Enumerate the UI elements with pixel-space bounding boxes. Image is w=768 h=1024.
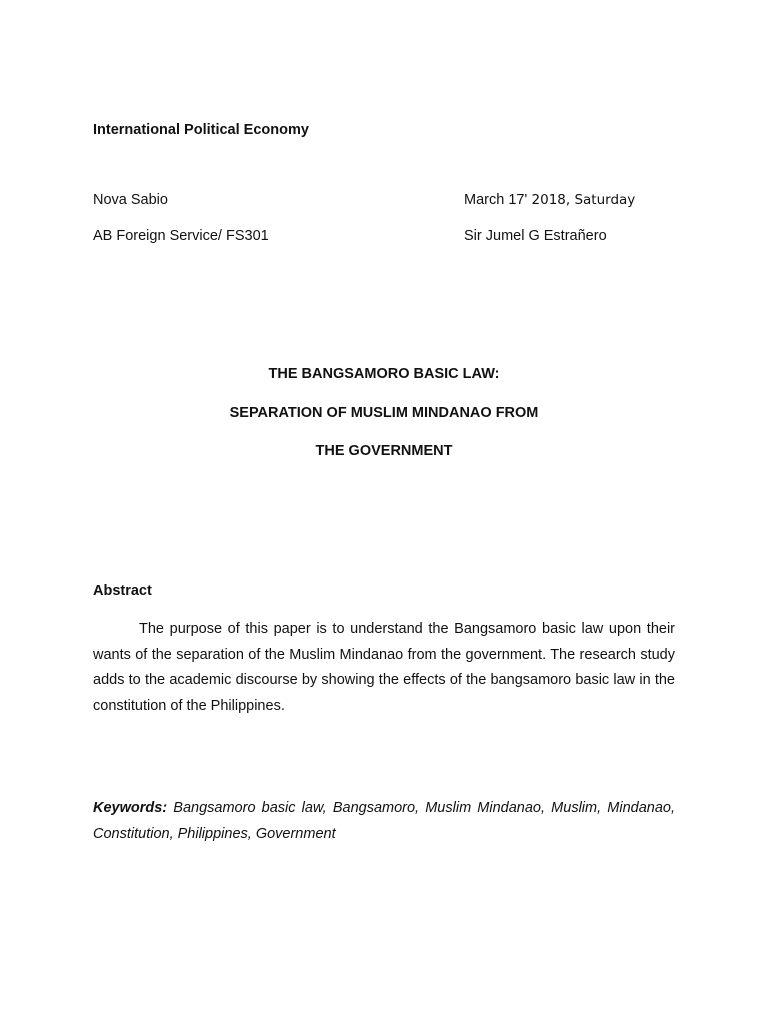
student-name: Nova Sabio xyxy=(93,192,168,208)
abstract-heading: Abstract xyxy=(93,583,152,599)
instructor-name: Sir Jumel G Estrañero xyxy=(464,228,607,244)
abstract-body: The purpose of this paper is to understand the Bangsamoro basic law upon their wants of the separation of the Muslim Mindanao from the government. The research study adds to the academic discourse by showing the effects of the bangsamoro basic law in the constitution of the Philippines. xyxy=(93,621,675,714)
keywords-text: Bangsamoro basic law, Bangsamoro, Muslim Mindanao, Muslim, Mindanao, Constitution, Philippines, Government xyxy=(93,800,675,842)
title-line-2: SEPARATION OF MUSLIM MINDANAO FROM xyxy=(229,404,539,421)
student-program: AB Foreign Service/ FS301 xyxy=(93,228,269,244)
paper-title xyxy=(93,366,675,482)
keywords-label: Keywords: xyxy=(93,800,168,816)
title-line-3: THE GOVERNMENT xyxy=(315,443,453,459)
keywords-paragraph xyxy=(93,796,675,847)
date-rest: 2018, Saturday xyxy=(527,192,636,208)
title-line-1: THE BANGSAMORO BASIC LAW: xyxy=(268,366,500,382)
date-prefix: March 17' xyxy=(464,192,528,208)
submission-date xyxy=(464,192,635,208)
course-title: International Political Economy xyxy=(93,122,309,138)
